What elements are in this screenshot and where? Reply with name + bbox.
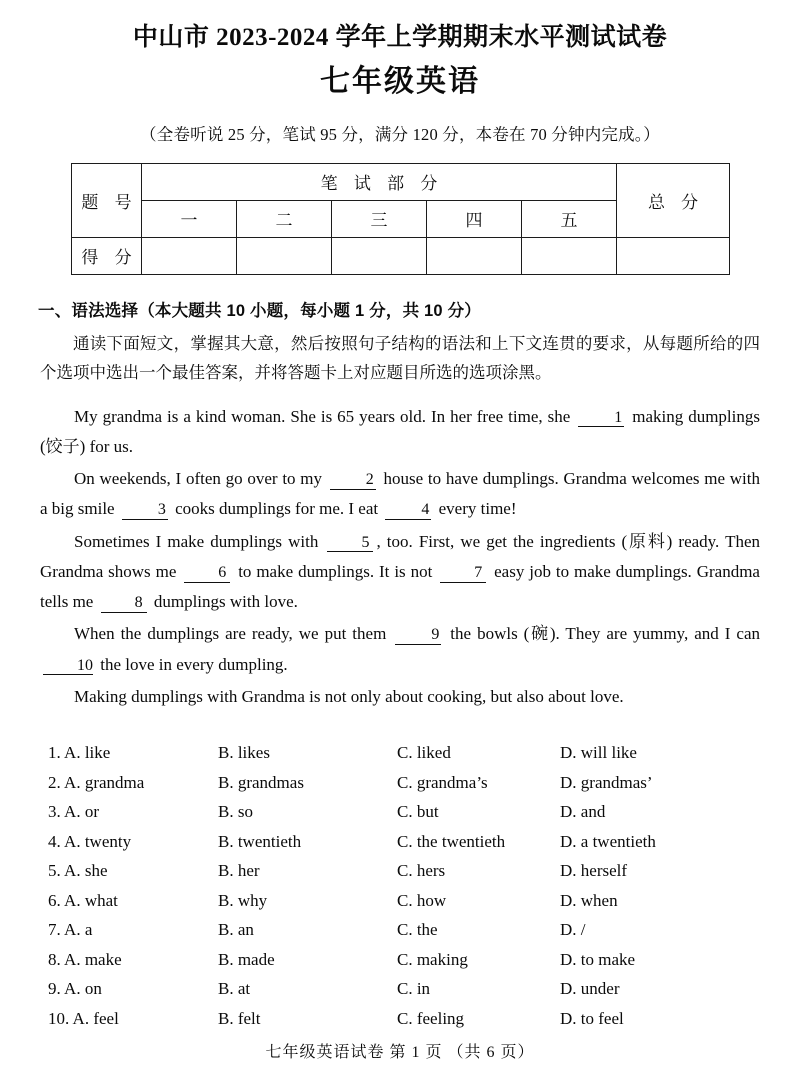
passage-paragraph: [40, 464, 760, 525]
question-option-b[interactable]: B. felt: [218, 1008, 261, 1028]
question-row: [48, 945, 728, 975]
question-row: [48, 1004, 728, 1034]
page-title: 中山市 2023-2024 学年上学期期末水平测试试卷: [132, 24, 668, 51]
passage-paragraph: [40, 619, 760, 680]
part-number-2: 二: [237, 200, 332, 237]
passage-paragraph: [40, 682, 760, 712]
exam-page: [0, 22, 800, 1080]
answer-blank-6[interactable]: 6: [184, 565, 230, 583]
question-option-d[interactable]: D. a twentieth: [560, 831, 656, 851]
options-list: [48, 738, 728, 1033]
row-header-question: 题 号: [72, 163, 142, 237]
score-cell-4[interactable]: [427, 237, 522, 274]
score-table-container: [71, 163, 729, 275]
page-subtitle: 七年级英语: [320, 65, 480, 99]
answer-blank-2[interactable]: 2: [330, 472, 376, 490]
answer-blank-3[interactable]: 3: [122, 502, 168, 520]
question-option-c[interactable]: C. the twentieth: [397, 831, 506, 851]
question-row: [48, 827, 728, 857]
question-option-a[interactable]: 8. A. make: [48, 949, 122, 969]
question-option-a[interactable]: 2. A. grandma: [48, 772, 145, 792]
question-row: [48, 856, 728, 886]
table-row: [72, 163, 730, 200]
passage-text: , too. First, we get the ingredients (原料) ready. Then Grandma shows me: [40, 531, 761, 581]
answer-blank-1[interactable]: 1: [578, 410, 624, 428]
answer-blank-10[interactable]: 10: [43, 658, 93, 676]
answer-blank-9[interactable]: 9: [395, 627, 441, 645]
question-row: [48, 915, 728, 945]
passage-text: When the dumplings are ready, we put them: [74, 624, 393, 644]
table-row: [72, 237, 730, 274]
score-cell-total[interactable]: [617, 237, 730, 274]
part-number-1: 一: [142, 200, 237, 237]
question-option-b[interactable]: B. why: [218, 890, 268, 910]
question-option-c[interactable]: C. how: [397, 890, 447, 910]
passage-text: easy job to make dumplings. Grandma tells me: [40, 561, 760, 611]
question-row: [48, 768, 728, 798]
answer-blank-7[interactable]: 7: [440, 565, 486, 583]
question-option-c[interactable]: C. hers: [397, 861, 446, 881]
question-option-b[interactable]: B. at: [218, 979, 251, 999]
passage-text: making dumplings (饺子) for us.: [40, 406, 760, 456]
passage-text: Making dumplings with Grandma is not only about cooking, but also about love.: [74, 686, 624, 706]
question-option-a[interactable]: 3. A. or: [48, 802, 99, 822]
question-option-c[interactable]: C. grandma’s: [397, 772, 488, 792]
question-option-b[interactable]: B. so: [218, 802, 253, 822]
passage-paragraph: [40, 527, 760, 618]
passage-text: cooks dumplings for me. I eat: [170, 499, 383, 519]
part-number-5: 五: [522, 200, 617, 237]
score-table: [71, 163, 730, 275]
question-option-d[interactable]: D. herself: [560, 861, 628, 881]
question-row: [48, 886, 728, 916]
question-option-a[interactable]: 7. A. a: [48, 920, 93, 940]
passage-text: On weekends, I often go over to my: [74, 469, 327, 488]
passage-text: dumplings with love.: [149, 592, 298, 611]
question-option-a[interactable]: 4. A. twenty: [48, 831, 132, 851]
question-option-d[interactable]: D. will like: [560, 743, 637, 763]
question-option-a[interactable]: 1. A. like: [48, 743, 111, 763]
passage-text: house to have dumplings. Grandma welcomes me with a big smile: [40, 469, 760, 519]
passage-text: the bowls (碗). They are yummy, and I can: [444, 624, 760, 644]
passage-text: every time!: [434, 499, 517, 519]
question-option-b[interactable]: B. made: [218, 949, 275, 969]
question-option-c[interactable]: C. in: [397, 979, 431, 999]
question-option-c[interactable]: C. liked: [397, 743, 451, 763]
section-instructions: 通读下面短文，掌握其大意，然后按照句子结构的语法和上下文连贯的要求，从每题所给的四个选项中选出一个最佳答案，并将答题卡上对应题目所选的选项涂黑。: [40, 334, 760, 382]
question-option-a[interactable]: 9. A. on: [48, 979, 102, 999]
passage-text: the love in every dumpling.: [96, 654, 288, 674]
question-row: [48, 797, 728, 827]
question-option-b[interactable]: B. likes: [218, 743, 270, 763]
row-header-score: 得 分: [72, 237, 142, 274]
section-heading: 一、语法选择（本大题共 10 小题，每小题 1 分，共 10 分）: [38, 301, 481, 320]
score-cell-3[interactable]: [332, 237, 427, 274]
question-option-b[interactable]: B. an: [218, 920, 254, 940]
question-option-b[interactable]: B. her: [218, 861, 260, 881]
question-option-a[interactable]: 5. A. she: [48, 861, 108, 881]
part-number-4: 四: [427, 200, 522, 237]
question-option-b[interactable]: B. twentieth: [218, 831, 302, 851]
passage-paragraph: [40, 402, 760, 463]
question-option-d[interactable]: D. and: [560, 802, 606, 822]
question-option-c[interactable]: C. feeling: [397, 1008, 465, 1028]
question-row: [48, 974, 728, 1004]
score-cell-1[interactable]: [142, 237, 237, 274]
page-footer: 七年级英语试卷 第 1 页 （共 6 页）: [265, 1044, 535, 1061]
question-option-d[interactable]: D. /: [560, 920, 586, 940]
passage-text: to make dumplings. It is not: [233, 561, 438, 581]
question-option-a[interactable]: 6. A. what: [48, 890, 118, 910]
passage-text: My grandma is a kind woman. She is 65 years old. In her free time, she: [74, 406, 576, 426]
score-cell-2[interactable]: [237, 237, 332, 274]
question-option-d[interactable]: D. grandmas’: [560, 772, 653, 792]
question-option-a[interactable]: 10. A. feel: [48, 1008, 119, 1028]
question-option-b[interactable]: B. grandmas: [218, 772, 304, 792]
question-option-d[interactable]: D. when: [560, 890, 618, 910]
reading-passage: [40, 402, 760, 713]
question-option-d[interactable]: D. to make: [560, 949, 636, 969]
score-cell-5[interactable]: [522, 237, 617, 274]
written-part-header: 笔 试 部 分: [142, 163, 617, 200]
answer-blank-5[interactable]: 5: [327, 535, 373, 553]
part-number-3: 三: [332, 200, 427, 237]
answer-blank-8[interactable]: 8: [101, 595, 147, 613]
question-option-c[interactable]: C. but: [397, 802, 439, 822]
passage-text: Sometimes I make dumplings with: [74, 531, 325, 551]
question-option-d[interactable]: D. under: [560, 979, 620, 999]
question-option-d[interactable]: D. to feel: [560, 1008, 624, 1028]
answer-blank-4[interactable]: 4: [385, 502, 431, 520]
question-row: [48, 738, 728, 768]
exam-note: （全卷听说 25 分，笔试 95 分，满分 120 分，本卷在 70 分钟内完成。）: [140, 124, 660, 144]
question-option-c[interactable]: C. the: [397, 920, 438, 940]
total-score-header: 总 分: [617, 163, 730, 237]
question-option-c[interactable]: C. making: [397, 949, 468, 969]
